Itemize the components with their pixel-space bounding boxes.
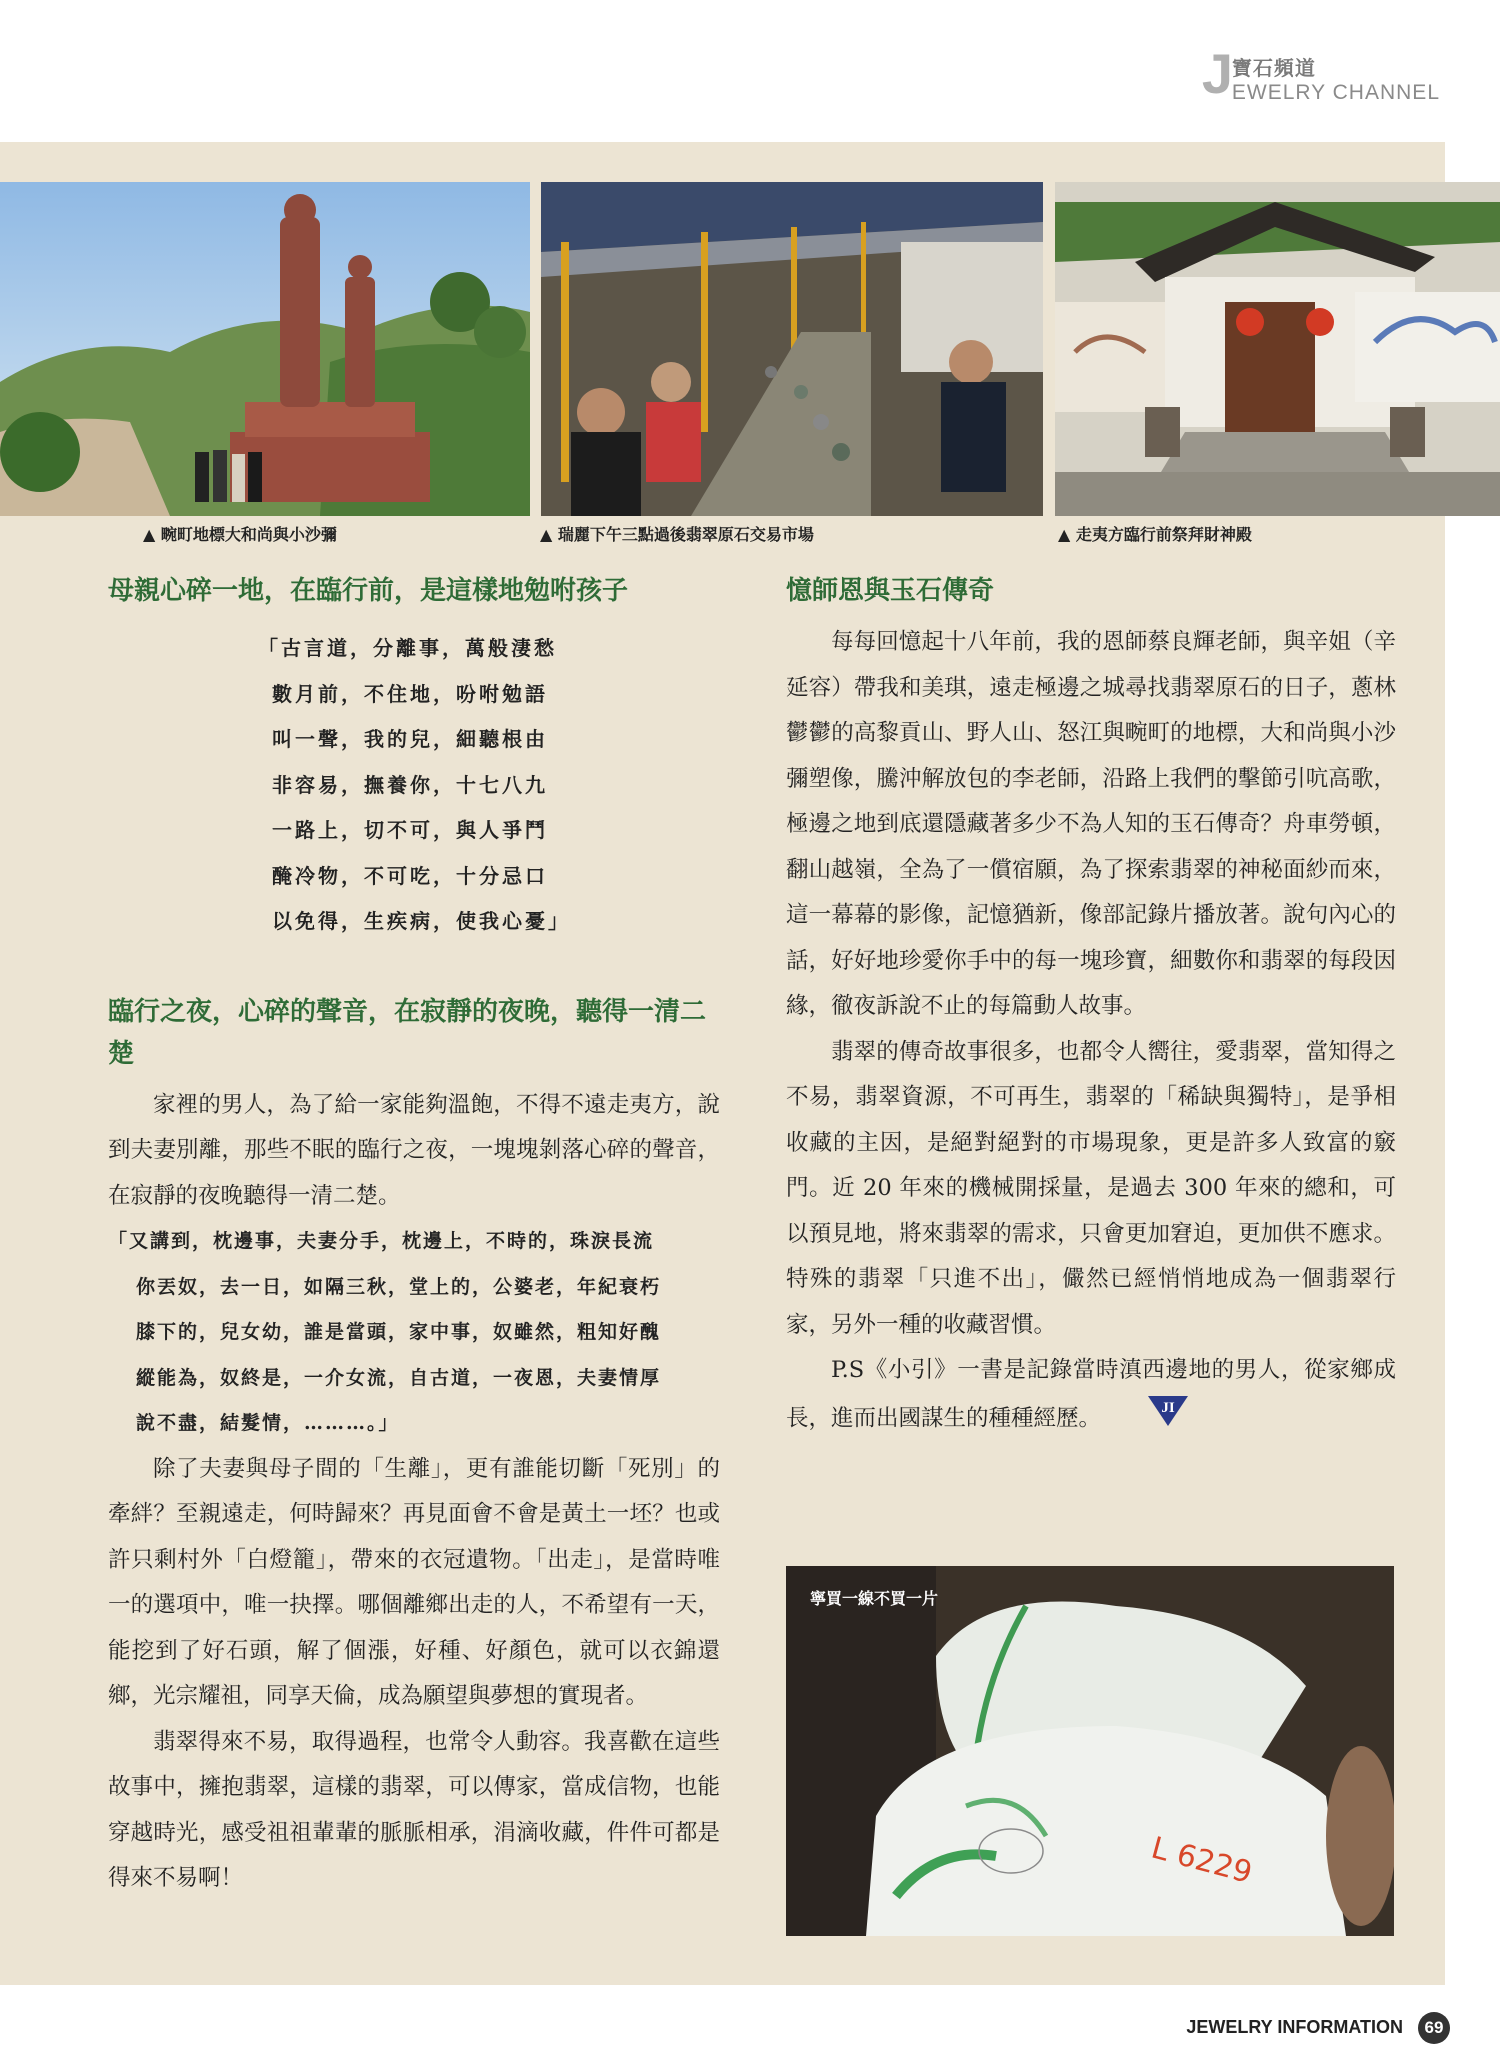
svg-text:JI: JI (1161, 1399, 1175, 1416)
poem-line: 非容易，撫養你，十七八九 (272, 772, 548, 797)
ji-logo-icon (1101, 1394, 1190, 1445)
jade-caption: 寧買一線不買一片 (810, 1589, 939, 1608)
photo-jade-market (541, 182, 1043, 516)
section-heading: 憶師恩與玉石傳奇 (786, 576, 995, 606)
poem-line: 「又講到，枕邊事，夫妻分手，枕邊上，不時的，珠淚長流 (108, 1230, 655, 1252)
paragraph: 每每回憶起十八年前，我的恩師蔡良輝老師，與辛姐（辛延容）帶我和美琪，遠走極邊之城尋找翡翠原石的日子，蔥林鬱鬱的高黎貢山、野人山、怒江與畹町的地標，大和尚與小沙彌塑像，騰沖解放包的李老師，沿路上我們的擊節引吭高歌，極邊之地到底還隱藏著多少不為人知的玉石傳奇？舟車勞頓，翻山越嶺，全為了一償宿願，為了探索翡翠的神秘面紗而來，這一幕幕的影像，記憶猶新，像部記錄片播放著。說句內心的話，好好地珍愛你手中的每一塊珍寶，細數你和翡翠的每段因緣，徹夜訴說不止的每篇動人故事。 (786, 629, 1396, 1019)
photo-caption: ▲ 畹町地標大和尚與小沙彌 (143, 525, 337, 544)
jade-number-label: L 6229 (1147, 1830, 1256, 1891)
paragraph: 除了夫妻與母子間的「生離」，更有誰能切斷「死別」的牽絆？至親遠走，何時歸來？再見面會不會是黃土一坯？也或許只剩村外「白燈籠」，帶來的衣冠遺物。「出走」，是當時唯一的選項中，唯一抉擇。哪個離鄉出走的人，不希望有一天，能挖到了好石頭，解了個漲，好種、好顏色，就可以衣錦還鄉，光宗耀祖，同享天倫，成為願望與夢想的實現者。 (108, 1455, 720, 1709)
ps-text: P.S《小引》一書是記錄當時滇西邊地的男人，從家鄉成長，進而出國謀生的種種經歷。 (786, 1357, 1396, 1431)
page-number: 69 (1418, 2012, 1450, 2044)
poem-block (108, 626, 720, 945)
poem-line: 叫一聲，我的兒，細聽根由 (272, 727, 548, 751)
poem-line: 以免得，生疾病，使我心憂」 (272, 909, 571, 933)
poem-line: 你丟奴，去一日，如隔三秋，堂上的，公婆老，年紀衰朽 (136, 1275, 662, 1298)
brand-mark (1201, 42, 1440, 105)
photo-jade-slab (786, 1566, 1394, 1936)
poem-line: 一路上，切不可，與人爭鬥 (272, 818, 548, 842)
left-column (108, 570, 720, 1902)
brand-chinese: 寶石頻道 (1231, 56, 1316, 80)
poem-line: 醃冷物，不可吃，十分忌口 (272, 863, 548, 888)
paragraph: 翡翠的傳奇故事很多，也都令人嚮往，愛翡翠，當知得之不易，翡翠資源，不可再生，翡翠的「稀缺與獨特」，是爭相收藏的主因，是絕對絕對的市場現象，更是許多人致富的竅門。近 20 年來的機械開採量，是過去 300 年來的總和，可以預見地，將來翡翠的需求，只會更加窘迫，更加供不應求。特殊的翡翠「只進不出」，儼然已經悄悄地成為一個翡翠行家，另外一種的收藏習慣。 (786, 1038, 1396, 1338)
paragraph: 家裡的男人，為了給一家能夠溫飽，不得不遠走夷方，說到夫妻別離，那些不眠的臨行之夜，一塊塊剝落心碎的聲音，在寂靜的夜晚聽得一清二楚。 (108, 1091, 720, 1209)
poem-line: 數月前，不住地，吩咐勉語 (272, 681, 548, 706)
right-column (786, 570, 1396, 1444)
photo-caption: ▲ 瑞麗下午三點過後翡翠原石交易市場 (540, 525, 814, 544)
brand-english: EWELRY CHANNEL (1231, 81, 1440, 104)
page-footer (1186, 2012, 1450, 2044)
photo-caption: ▲ 走夷方臨行前祭拜財神殿 (1058, 525, 1252, 544)
brand-initial: J (1201, 42, 1234, 105)
section-heading: 母親心碎一地，在臨行前，是這樣地勉咐孩子 (108, 576, 629, 606)
paragraph (786, 1348, 1396, 1444)
photo-temple (1055, 182, 1500, 516)
poem-line: 「古言道，分離事，萬般淒愁 (258, 636, 557, 660)
photo-statues (0, 182, 530, 516)
poem-line: 說不盡，結髮情，………。」 (136, 1412, 400, 1434)
poem-line: 縱能為，奴終是，一介女流，自古道，一夜恩，夫妻情厚 (136, 1366, 662, 1389)
section-heading: 臨行之夜，心碎的聲音，在寂靜的夜晚，聽得一清二楚 (108, 996, 707, 1069)
poem-line: 膝下的，兒女幼，誰是當頭，家中事，奴雖然，粗知好醜 (136, 1321, 662, 1343)
poem-block (108, 1219, 720, 1447)
paragraph: 翡翠得來不易，取得過程，也常令人動容。我喜歡在這些故事中，擁抱翡翠，這樣的翡翠，可以傳家，當成信物，也能穿越時光，感受祖祖輩輩的脈脈相承，涓滴收藏，件件可都是得來不易啊！ (108, 1728, 720, 1891)
magazine-title: JEWELRY INFORMATION (1186, 2016, 1403, 2037)
